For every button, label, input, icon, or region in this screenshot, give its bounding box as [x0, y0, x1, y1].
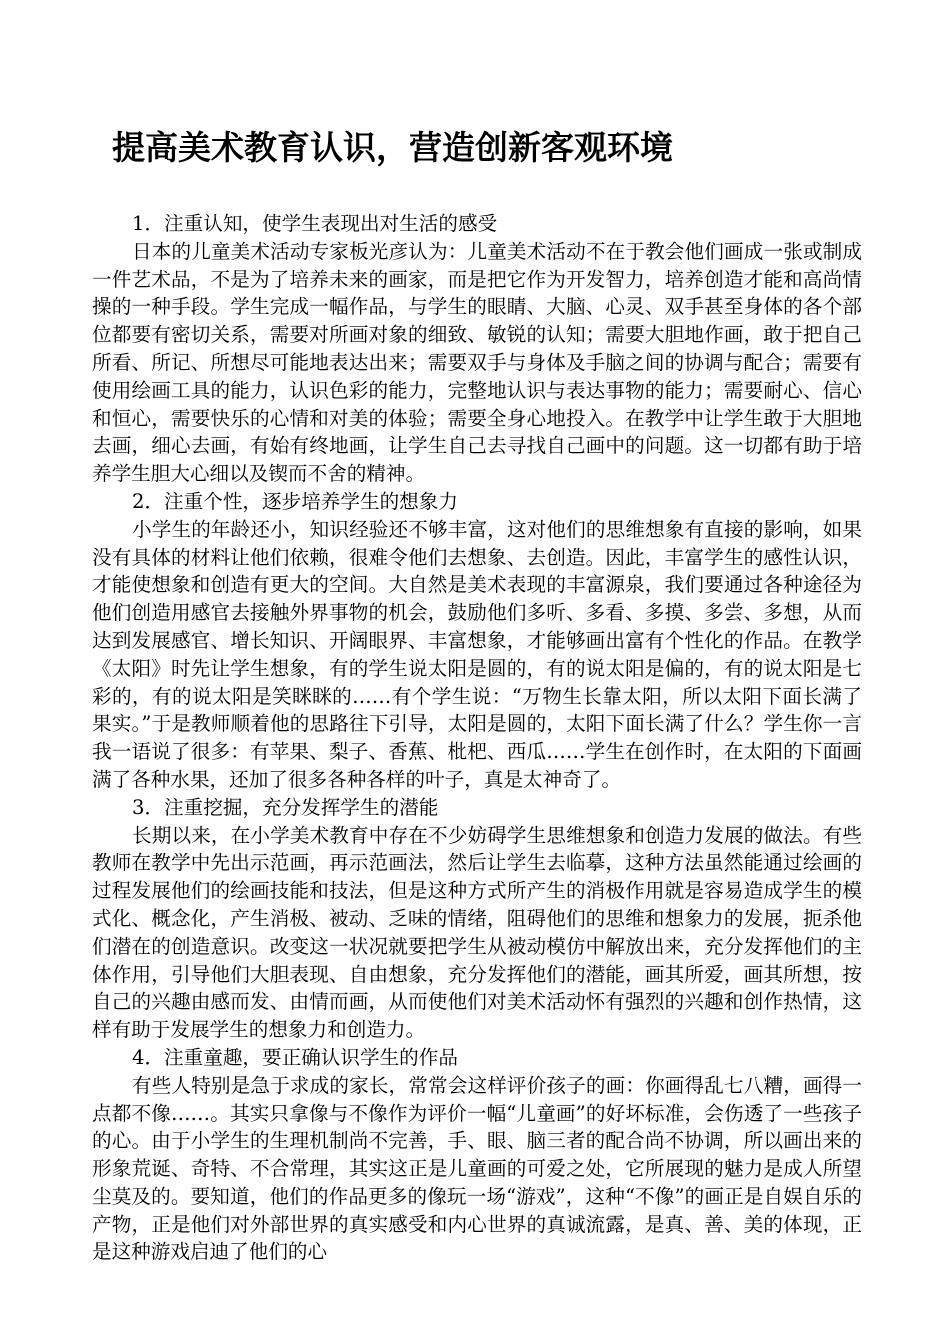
article-body	[92, 210, 862, 1266]
section-heading-2: 2．注重个性，逐步培养学生的想象力	[132, 489, 458, 513]
section-heading-1: 1．注重认知，使学生表现出对生活的感受	[132, 212, 498, 235]
page-title: 提高美术教育认识，营造创新客观环境	[112, 128, 673, 167]
section-paragraph-2: 小学生的年龄还小，知识经验还不够丰富，这对他们的思维想象有直接的影响，如果没有具体的材料让他们依赖，很难令他们去想象、去创造。因此，丰富学生的感性认识，才能使想象和创造有更大的空间。大自然是美术表现的丰富源泉，我们要通过各种途径为他们创造用感官去接触外界事物的机会，鼓励他们多听、多看、多摸、多尝、多想，从而达到发展感官、增长知识、开阔眼界、丰富想象，才能够画出富有个性化的作品。在教学《太阳》时先让学生想象，有的学生说太阳是圆的，有的说太阳是偏的，有的说太阳是七彩的，有的说太阳是笑眯眯的……有个学生说：“万物生长靠太阳，所以太阳下面长满了果实。”于是教师顺着他的思路往下引导，太阳是圆的，太阳下面长满了什么？学生你一言我一语说了很多：有苹果、梨子、香蕉、枇杷、西瓜……学生在创作时，在太阳的下面画满了各种水果，还加了很多各种各样的叶子，真是太神奇了。	[92, 517, 862, 791]
section-paragraph-4: 有些人特别是急于求成的家长，常常会这样评价孩子的画：你画得乱七八糟，画得一点都不像……。其实只拿像与不像作为评价一幅“儿童画”的好坏标准，会伤透了一些孩子的心。由于小学生的生理机制尚不完善，手、眼、脑三者的配合尚不协调，所以画出来的形象荒诞、奇特、不合常理，其实这正是儿童画的可爱之处，它所展现的魅力是成人所望尘莫及的。要知道，他们的作品更多的像玩一场“游戏”，这种“不像”的画正是自娱自乐的产物，正是他们对外部世界的真实感受和内心世界的真诚流露，是真、善、美的体现，正是这种游戏启迪了他们的心	[92, 1073, 862, 1264]
section-heading-4: 4．注重童趣，要正确认识学生的作品	[132, 1045, 458, 1069]
section-heading-3: 3．注重挖掘，充分发挥学生的潜能	[132, 795, 439, 819]
section-paragraph-1: 日本的儿童美术活动专家板光彦认为：儿童美术活动不在于教会他们画成一张或制成一件艺术品，不是为了培养未来的画家，而是把它作为开发智力，培养创造才能和高尚情操的一种手段。学生完成一幅作品，与学生的眼睛、大脑、心灵、双手甚至身体的各个部位都要有密切关系，需要对所画对象的细致、敏锐的认知；需要大胆地作画，敢于把自己所看、所记、所想尽可能地表达出来；需要双手与身体及手脑之间的协调与配合；需要有使用绘画工具的能力，认识色彩的能力，完整地认识与表达事物的能力；需要耐心、信心和恒心，需要快乐的心情和对美的体验；需要全身心地投入。在教学中让学生敢于大胆地去画，细心去画，有始有终地画，让学生自己去寻找自己画中的问题。这一切都有助于培养学生胆大心细以及锲而不舍的精神。	[92, 239, 862, 486]
section-paragraph-3: 长期以来，在小学美术教育中存在不少妨碍学生思维想象和创造力发展的做法。有些教师在教学中先出示范画，再示范画法，然后让学生去临摹，这种方法虽然能通过绘画的过程发展他们的绘画技能和技法，但是这种方式所产生的消极作用就是容易造成学生的模式化、概念化，产生消极、被动、乏味的情绪，阻碍他们的思维和想象力的发展，扼杀他们潜在的创造意识。改变这一状况就要把学生从被动模仿中解放出来，充分发挥他们的主体作用，引导他们大胆表现、自由想象，充分发挥他们的潜能，画其所爱，画其所想，按自己的兴趣由感而发、由情而画，从而使他们对美术活动怀有强烈的兴趣和创作热情，这样有助于发展学生的想象力和创造力。	[92, 823, 862, 1042]
